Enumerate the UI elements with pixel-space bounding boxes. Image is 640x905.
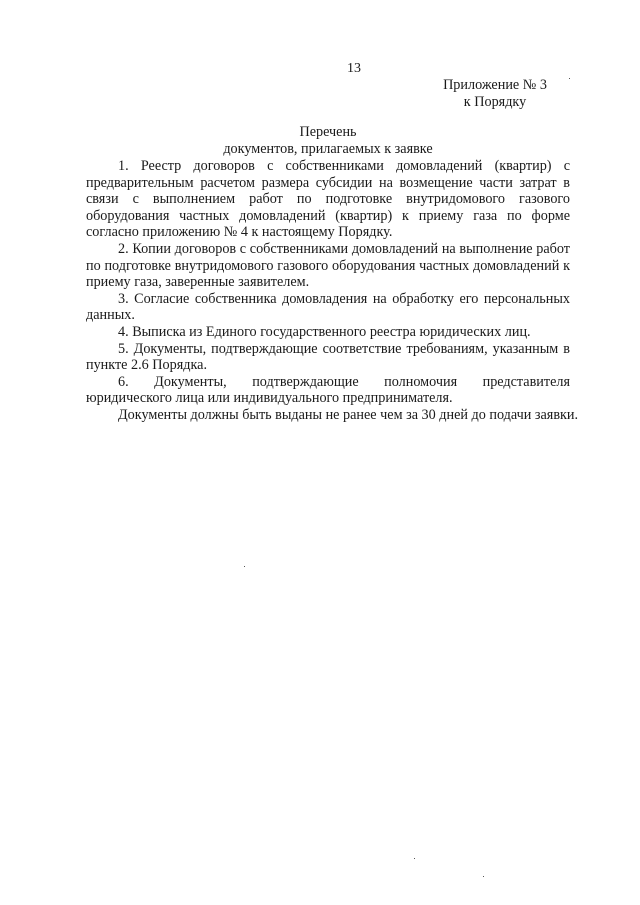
appendix-reference xyxy=(420,77,570,111)
document-title xyxy=(86,124,570,158)
list-item-5: 5. Документы, подтверждающие соответствие требованиям, указанным в пункте 2.6 Порядка. xyxy=(86,340,570,374)
appendix-line-1: Приложение № 3 xyxy=(443,77,547,93)
title-line-2: документов, прилагаемых к заявке xyxy=(223,141,433,157)
page-number: 13 xyxy=(347,61,361,76)
document-body xyxy=(86,158,579,424)
list-item-2: 2. Копии договоров с собственниками домовладений на выполнение работ по подготовке внутридомового газового оборудования частных домовладений к приему газа, заверенные заявителем. xyxy=(86,240,570,291)
scan-speck xyxy=(483,876,484,877)
list-item-1: 1. Реестр договоров с собственниками домовладений (квартир) с предварительным расчетом размера субсидии на возмещение части затрат в связи с выполнением работ по подготовке внутридомового газового оборудования частных домовладений (квартир) к приему газа по форме согласно приложению № 4 к настоящему Порядку. xyxy=(86,158,570,241)
appendix-line-2: к Порядку xyxy=(463,94,527,110)
list-item-3: 3. Согласие собственника домовладения на обработку его персональных данных. xyxy=(86,290,570,324)
list-item-4: 4. Выписка из Единого государственного реестра юридических лиц. xyxy=(118,323,531,340)
title-line-1: Перечень xyxy=(299,124,357,140)
list-item-6: 6. Документы, подтверждающие полномочия представителя юридического лица или индивидуального предпринимателя. xyxy=(86,373,570,407)
scan-speck xyxy=(414,858,415,859)
final-note: Документы должны быть выданы не ранее чем за 30 дней до подачи заявки. xyxy=(118,406,579,423)
scan-speck xyxy=(569,78,570,79)
scan-speck xyxy=(244,566,245,567)
